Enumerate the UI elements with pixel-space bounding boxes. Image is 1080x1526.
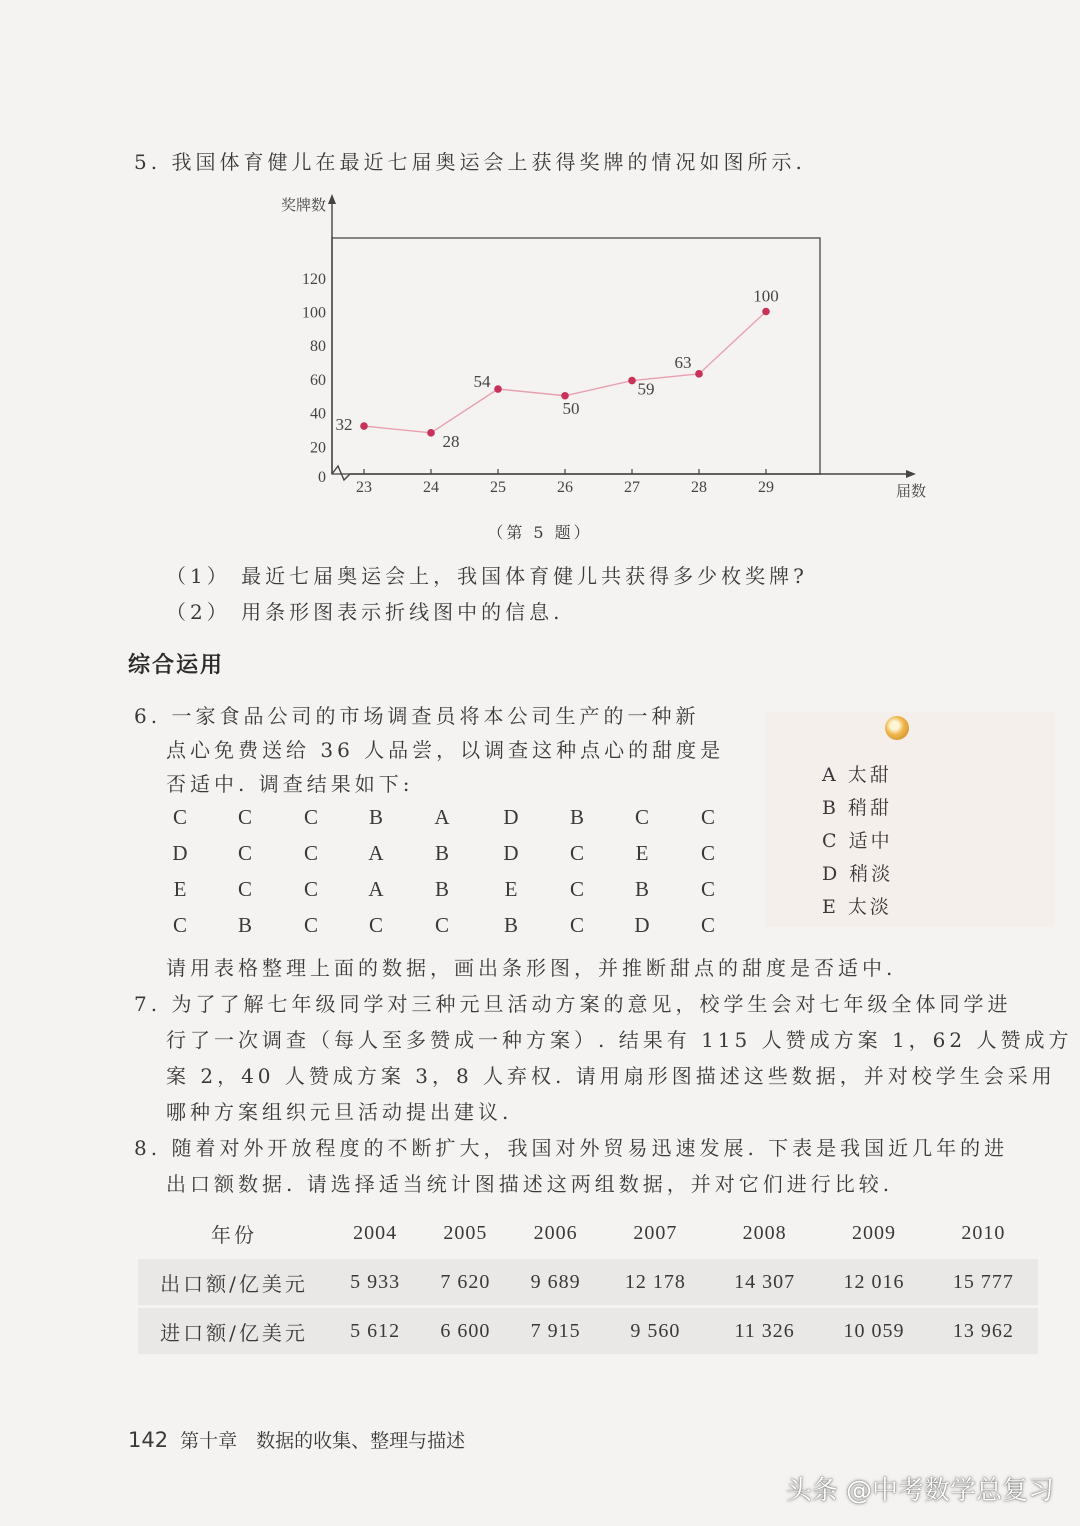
data-point <box>695 370 703 378</box>
y-tick-label: 0 <box>318 469 326 486</box>
grid-cell: A <box>368 877 384 901</box>
grid-cell: D <box>503 841 519 865</box>
grid-cell: C <box>700 841 715 865</box>
medal-line-chart <box>260 188 926 508</box>
grid-cell: A <box>368 841 384 865</box>
grid-cell: C <box>569 877 584 901</box>
y-tick-label: 120 <box>302 270 326 288</box>
grid-cell: C <box>237 877 252 901</box>
pastry-icon <box>885 716 909 740</box>
grid-cell: D <box>634 913 650 937</box>
x-tick-label: 27 <box>624 479 640 496</box>
table-header-cell: 2008 <box>742 1221 787 1244</box>
grid-cell: E <box>504 877 518 901</box>
x-tick-label: 26 <box>557 479 573 496</box>
q7-line-1: 7. 为了了解七年级同学对三种元旦活动方案的意见，校学生会对七年级全体同学进 <box>134 992 1012 1016</box>
grid-cell: E <box>173 877 187 901</box>
watermark: 头条 @中考数学总复习 <box>785 1476 1054 1506</box>
table-cell: 7 620 <box>420 1259 510 1305</box>
table-cell: 11 326 <box>710 1308 819 1354</box>
y-tick-label: 20 <box>310 439 326 457</box>
legend-item: D 稍淡 <box>822 863 894 885</box>
data-label: 50 <box>562 398 580 418</box>
legend-item: E 太淡 <box>822 896 892 918</box>
table-header-cell: 2006 <box>533 1221 578 1244</box>
x-tick-label: 29 <box>758 479 774 496</box>
table-cell: 13 962 <box>929 1308 1038 1354</box>
grid-cell: B <box>434 841 449 865</box>
q7-line-2: 行了一次调查（每人至多赞成一种方案）. 结果有 115 人赞成方案 1，62 人赞成方 <box>166 1028 1073 1052</box>
grid-cell: C <box>237 841 252 865</box>
grid-cell: C <box>237 805 252 829</box>
grid-cell: C <box>303 877 318 901</box>
q6-after: 请用表格整理上面的数据，画出条形图，并推断甜点的甜度是否适中. <box>166 956 897 980</box>
legend-item: B 稍甜 <box>822 797 893 819</box>
q5-text: 5. 我国体育健儿在最近七届奥运会上获得奖牌的情况如图所示. <box>134 150 806 174</box>
table-header-row <box>138 1210 1038 1256</box>
q6-line-2: 点心免费送给 36 人品尝，以调查这种点心的甜度是 <box>166 738 725 762</box>
grid-cell: A <box>434 805 450 829</box>
legend-item: A 太甜 <box>822 764 892 786</box>
table-header-cell: 2010 <box>961 1221 1006 1244</box>
y-tick-label: 80 <box>310 338 326 356</box>
table-cell: 15 777 <box>929 1259 1038 1305</box>
table-cell: 出口额/亿美元 <box>138 1259 330 1305</box>
data-point <box>360 422 368 430</box>
grid-cell: C <box>172 805 187 829</box>
table-cell: 9 560 <box>601 1308 710 1354</box>
y-tick-label: 40 <box>310 405 326 423</box>
y-axis-arrow <box>328 194 336 204</box>
y-tick-label: 60 <box>310 371 326 389</box>
grid-cell: C <box>303 841 318 865</box>
q7-line-4: 哪种方案组织元旦活动提出建议. <box>166 1100 513 1124</box>
grid-cell: B <box>634 877 649 901</box>
x-tick-label: 25 <box>490 479 506 496</box>
grid-cell: C <box>303 805 318 829</box>
q8-line-1: 8. 随着对外开放程度的不断扩大，我国对外贸易迅速发展. 下表是我国近几年的进 <box>134 1136 1009 1160</box>
q5-sub2: （2） 用条形图表示折线图中的信息. <box>166 600 564 624</box>
q5-sub1: （1） 最近七届奥运会上，我国体育健儿共获得多少枚奖牌? <box>166 564 808 588</box>
grid-cell: D <box>503 805 519 829</box>
table-cell: 6 600 <box>420 1308 510 1354</box>
data-label: 63 <box>674 352 692 372</box>
x-tick-label: 28 <box>691 479 707 496</box>
data-label: 59 <box>637 379 655 399</box>
table-cell: 5 612 <box>330 1308 420 1354</box>
x-tick-label: 24 <box>423 479 439 496</box>
y-tick-label: 100 <box>302 304 326 322</box>
grid-cell: C <box>700 805 715 829</box>
x-axis <box>332 466 910 480</box>
table-header-cell: 2004 <box>353 1221 398 1244</box>
grid-cell: C <box>172 913 187 937</box>
grid-cell: C <box>700 877 715 901</box>
data-point <box>628 377 636 385</box>
grid-cell: E <box>635 841 649 865</box>
grid-cell: C <box>434 913 449 937</box>
grid-cell: D <box>172 841 188 865</box>
page-number: 142 <box>128 1428 169 1452</box>
q6-line-1: 6. 一家食品公司的市场调查员将本公司生产的一种新 <box>134 704 700 728</box>
plot-border <box>332 238 820 474</box>
y-axis-label: 奖牌数 <box>280 196 326 214</box>
data-label: 28 <box>442 431 460 451</box>
table-cell: 7 915 <box>510 1308 600 1354</box>
x-tick-label: 23 <box>356 479 372 496</box>
grid-cell: C <box>700 913 715 937</box>
table-row <box>138 1259 1038 1305</box>
sweetness-legend-panel <box>765 712 1055 927</box>
table-cell: 进口额/亿美元 <box>138 1308 330 1354</box>
grid-cell: C <box>368 913 383 937</box>
table-header-cell: 年份 <box>211 1222 257 1247</box>
grid-cell: C <box>569 913 584 937</box>
table-header-cell: 2009 <box>851 1221 896 1244</box>
q6-line-3: 否适中. 调查结果如下: <box>166 772 414 796</box>
grid-cell: C <box>303 913 318 937</box>
table-cell: 5 933 <box>330 1259 420 1305</box>
data-label: 100 <box>753 286 779 306</box>
x-axis-label: 届数 <box>895 482 926 500</box>
figure-caption: （第 5 题） <box>487 523 593 542</box>
grid-cell: B <box>503 913 518 937</box>
page-footer <box>128 1426 465 1453</box>
trade-table <box>138 1207 1038 1357</box>
chapter-title: 第十章 数据的收集、整理与描述 <box>180 1430 466 1452</box>
legend-item: C 适中 <box>822 830 893 852</box>
grid-cell: B <box>368 805 383 829</box>
x-axis-arrow <box>906 470 916 478</box>
table-cell: 14 307 <box>710 1259 819 1305</box>
table-cell: 12 178 <box>601 1259 710 1305</box>
data-point <box>762 308 770 316</box>
section-title: 综合运用 <box>128 653 225 678</box>
table-cell: 10 059 <box>819 1308 928 1354</box>
data-label: 54 <box>473 372 491 392</box>
grid-cell: B <box>569 805 584 829</box>
data-point <box>494 385 502 393</box>
table-cell: 9 689 <box>510 1259 600 1305</box>
table-header-cell: 2007 <box>633 1221 678 1244</box>
grid-cell: B <box>237 913 252 937</box>
grid-cell: C <box>634 805 649 829</box>
grid-cell: C <box>569 841 584 865</box>
grid-cell: B <box>434 877 449 901</box>
q8-line-2: 出口额数据. 请选择适当统计图描述这两组数据，并对它们进行比较. <box>166 1172 894 1196</box>
table-header-cell: 2005 <box>443 1221 488 1244</box>
q7-line-3: 案 2，40 人赞成方案 3，8 人弃权. 请用扇形图描述这些数据，并对校学生会采用 <box>166 1064 1056 1088</box>
data-label: 32 <box>335 415 353 435</box>
table-row <box>138 1308 1038 1354</box>
data-point <box>427 429 435 437</box>
table-cell: 12 016 <box>819 1259 928 1305</box>
